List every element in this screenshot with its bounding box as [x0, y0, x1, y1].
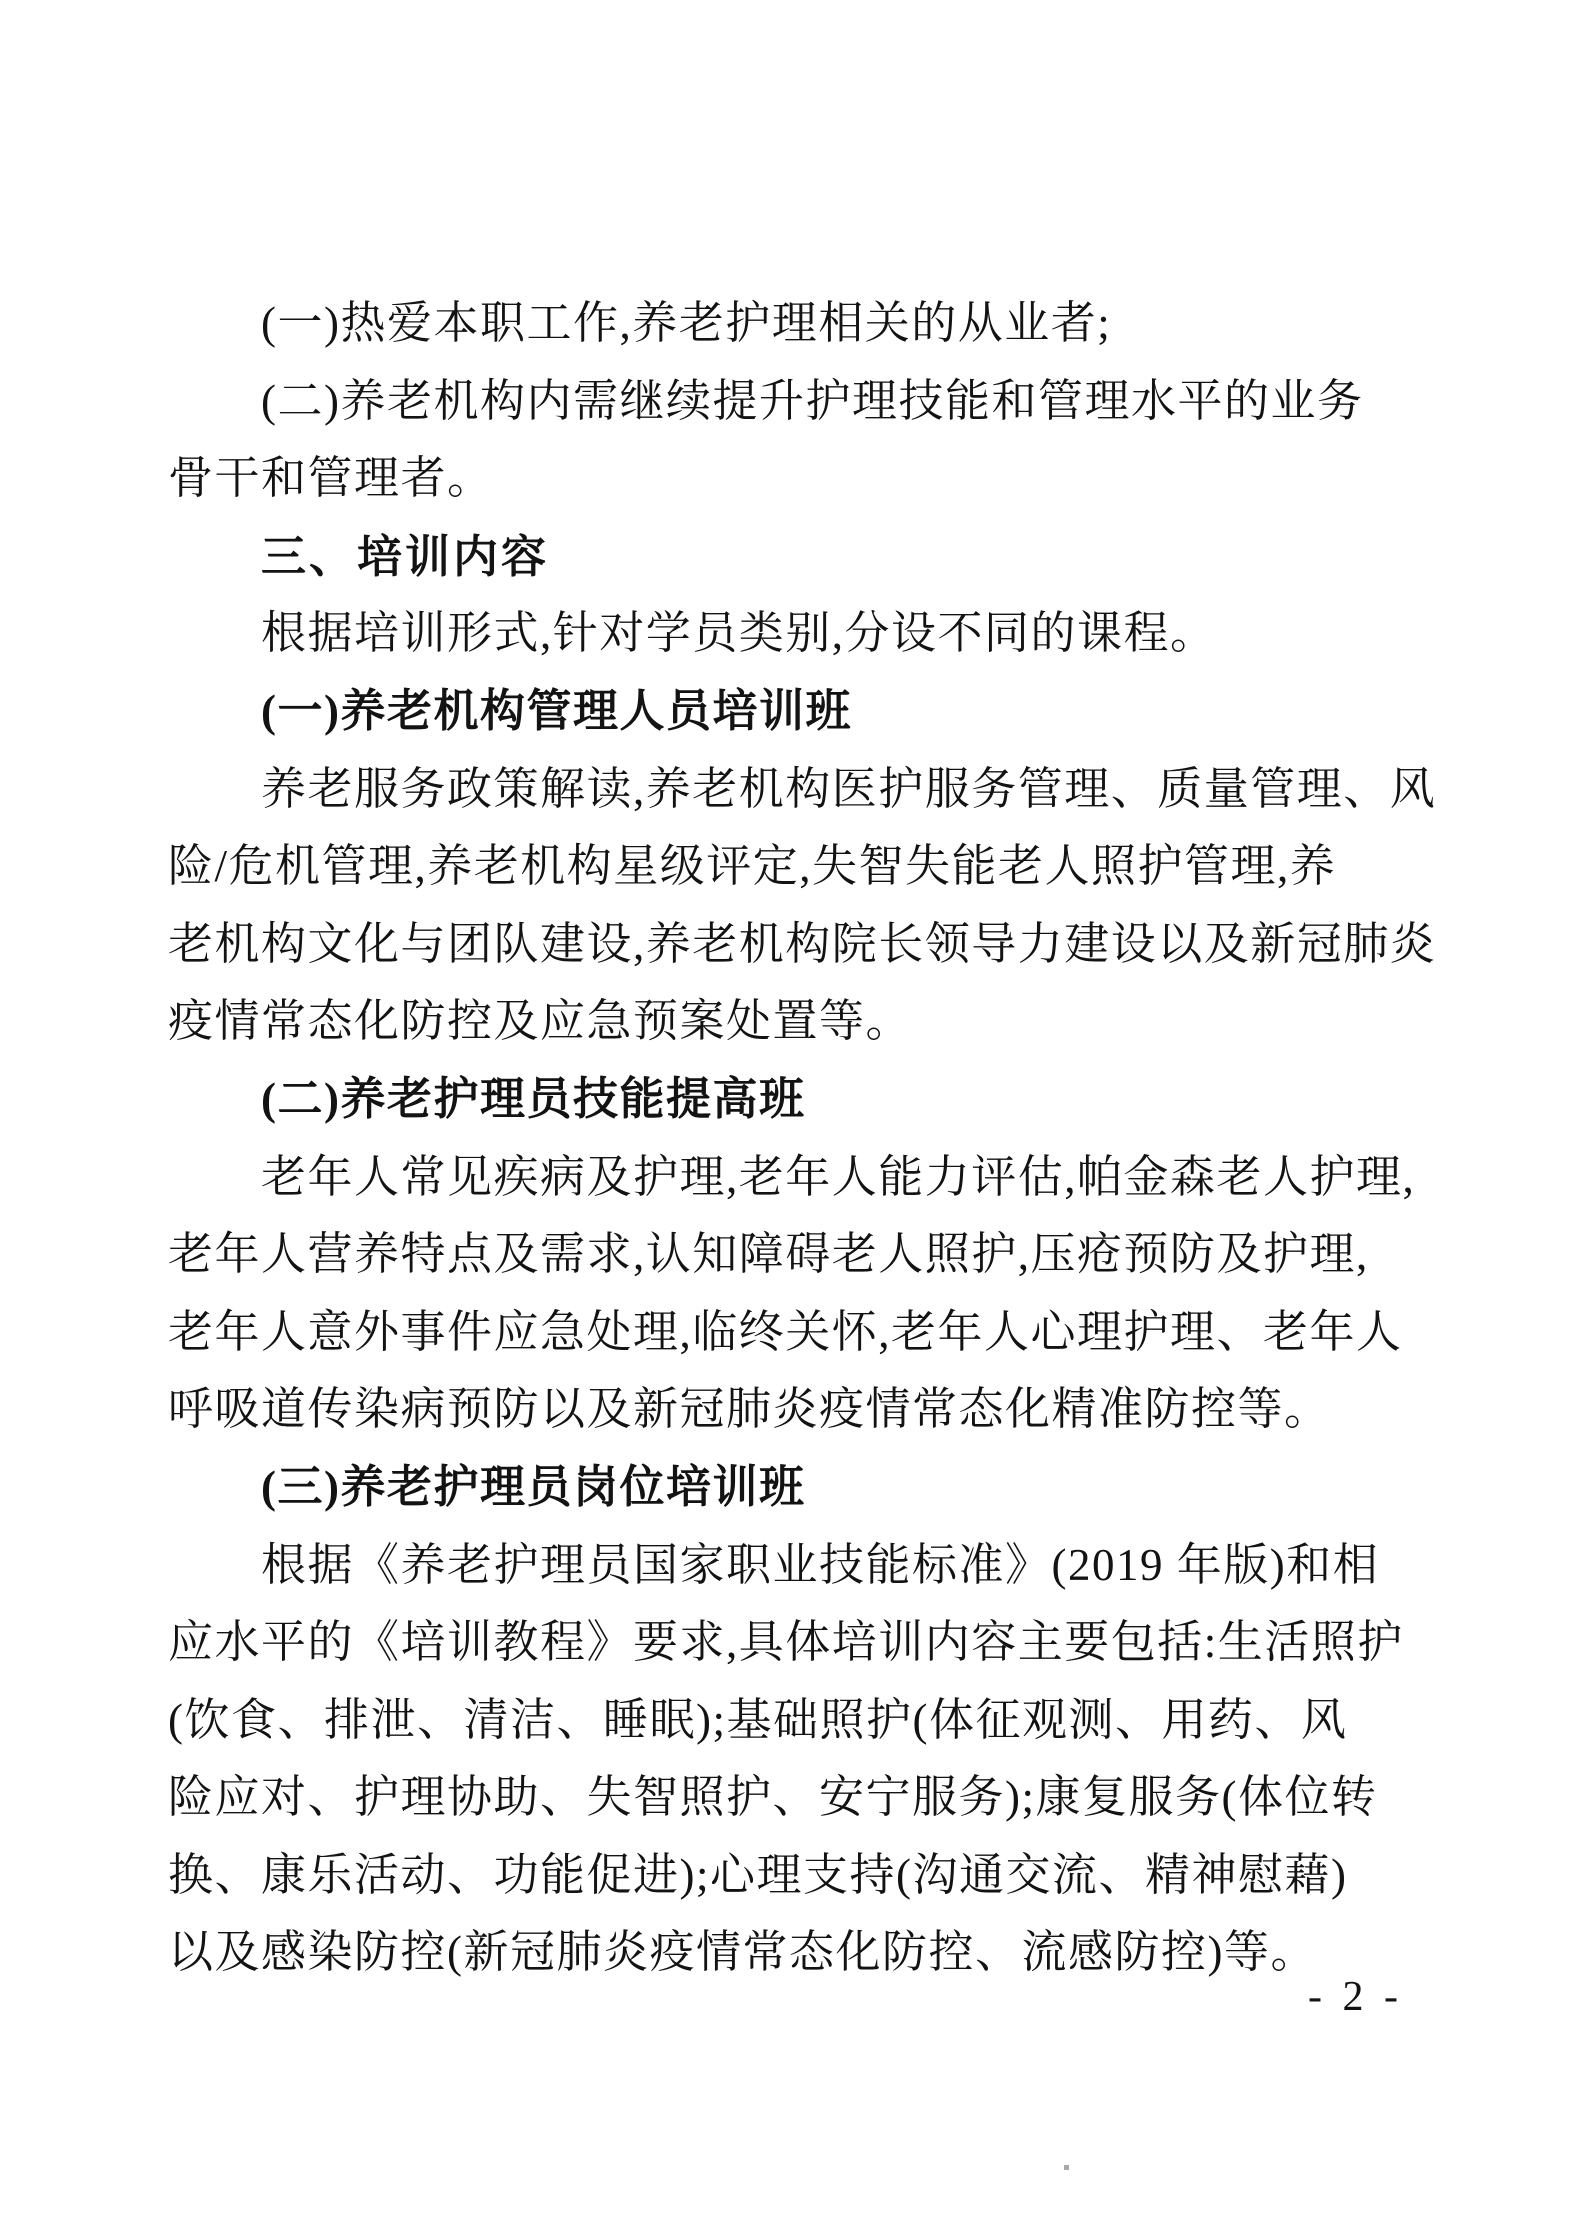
- body-line-course-intro: 根据培训形式,针对学员类别,分设不同的课程。: [261, 608, 1217, 659]
- body-line-class-2-content-1: 老年人常见疾病及护理,老年人能力评估,帕金森老人护理,: [261, 1151, 1416, 1202]
- body-line-class-3-content-6: 以及感染防控(新冠肺炎疫情常态化防控、流感防控)等。: [168, 1927, 1317, 1978]
- page-number: - 2 -: [1308, 1974, 1403, 2020]
- body-line-class-1-content-2: 险/危机管理,养老机构星级评定,失智失能老人照护管理,养: [168, 841, 1337, 892]
- body-line-trainee-type-2: (二)养老机构内需继续提升护理技能和管理水平的业务: [261, 375, 1364, 426]
- body-line-class-3-content-4: 险应对、护理协助、失智照护、安宁服务);康复服务(体位转: [168, 1772, 1378, 1823]
- scan-artifact-speck: [1064, 2165, 1069, 2170]
- body-line-class-1-content-4: 疫情常态化防控及应急预案处置等。: [168, 996, 913, 1047]
- body-line-class-3-content-1: 根据《养老护理员国家职业技能标准》(2019 年版)和相: [261, 1539, 1380, 1590]
- heading-class-2-skill-upgrade: (二)养老护理员技能提高班: [261, 1073, 806, 1124]
- heading-class-1-managers: (一)养老机构管理人员培训班: [261, 685, 852, 736]
- body-line-class-2-content-3: 老年人意外事件应急处理,临终关怀,老年人心理护理、老年人: [168, 1306, 1403, 1357]
- body-line-class-1-content-3: 老机构文化与团队建设,养老机构院长领导力建设以及新冠肺炎: [168, 918, 1437, 969]
- body-line-class-3-content-2: 应水平的《培训教程》要求,具体培训内容主要包括:生活照护: [168, 1617, 1404, 1668]
- body-line-class-2-content-2: 老年人营养特点及需求,认知障碍老人照护,压疮预防及护理,: [168, 1229, 1369, 1280]
- body-line-trainee-type-2-cont: 骨干和管理者。: [168, 453, 494, 504]
- heading-training-content: 三、培训内容: [261, 530, 550, 582]
- body-line-class-3-content-3: (饮食、排泄、清洁、睡眠);基础照护(体征观测、用药、风: [168, 1694, 1348, 1745]
- body-line-class-2-content-4: 呼吸道传染病预防以及新冠肺炎疫情常态化精准防控等。: [168, 1384, 1331, 1435]
- body-line-trainee-type-1: (一)热爱本职工作,养老护理相关的从业者;: [261, 298, 1112, 348]
- heading-class-3-post-training: (三)养老护理员岗位培训班: [261, 1461, 806, 1512]
- body-line-class-1-content-1: 养老服务政策解读,养老机构医护服务管理、质量管理、风: [261, 763, 1437, 814]
- body-line-class-3-content-5: 换、康乐活动、功能促进);心理支持(沟通交流、精神慰藉): [168, 1849, 1348, 1900]
- document-body: [168, 285, 1458, 1992]
